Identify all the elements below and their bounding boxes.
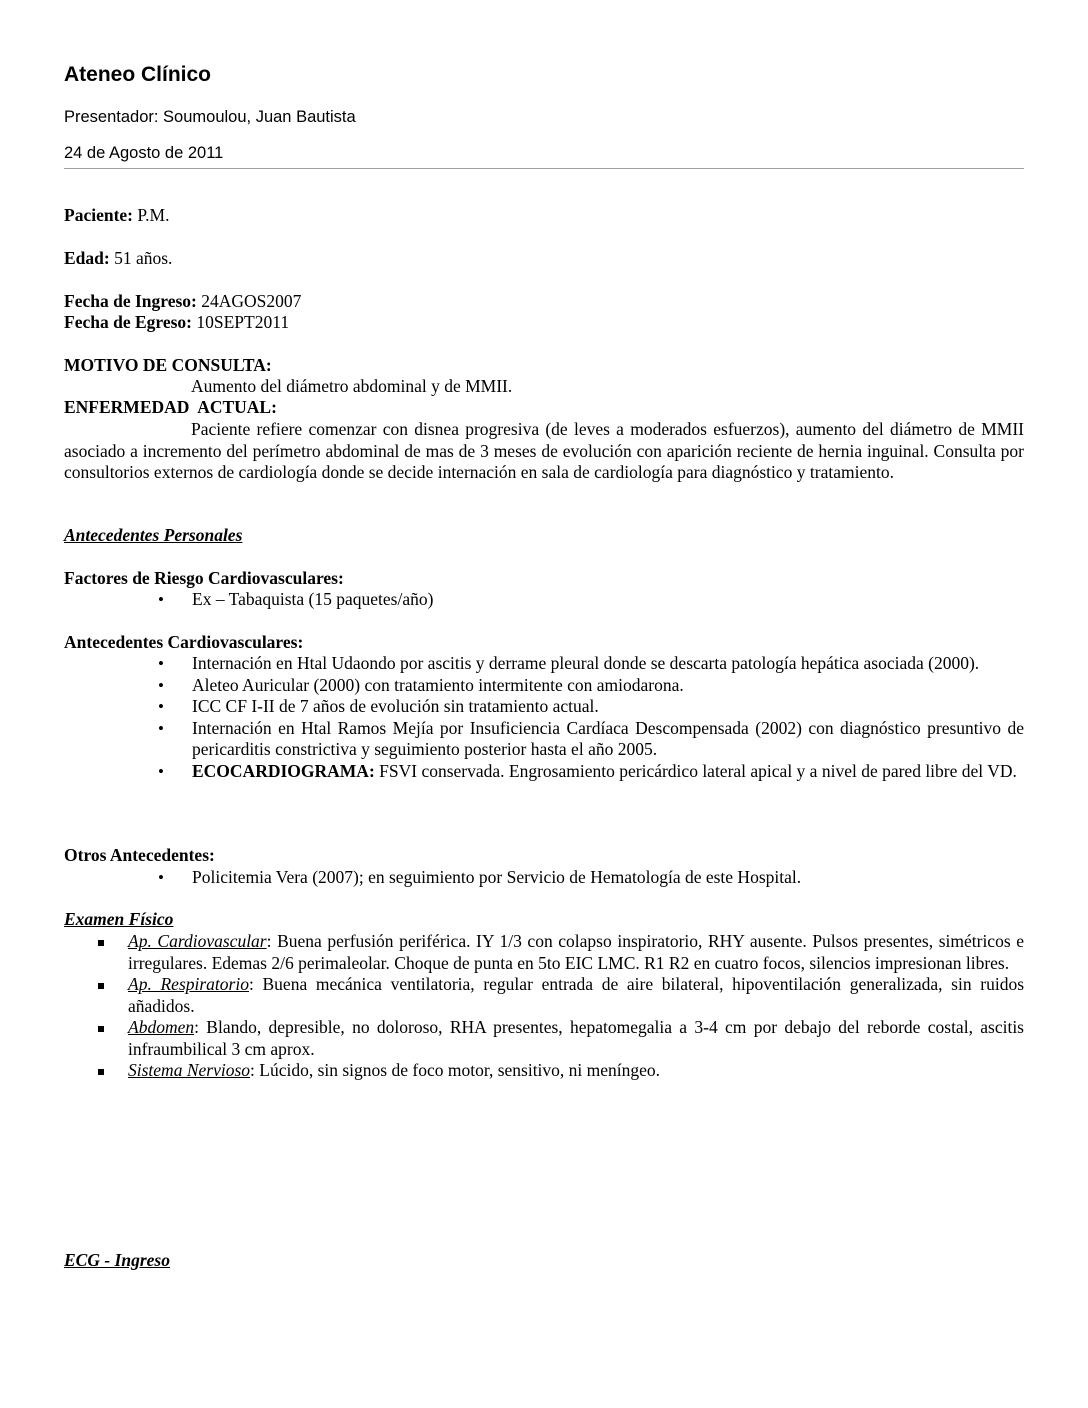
discharge-date-value: 10SEPT2011 — [192, 312, 290, 332]
discharge-date-label: Fecha de Egreso: — [64, 312, 192, 332]
echo-label: ECOCARDIOGRAMA: — [192, 760, 375, 781]
bullet-icon: • — [158, 697, 164, 716]
square-bullet-icon — [98, 940, 104, 946]
list-item — [64, 974, 1024, 1017]
list-item — [64, 931, 1024, 974]
list-item: • Ex – Tabaquista (15 paquetes/año) — [158, 589, 434, 609]
square-bullet-icon — [98, 983, 104, 989]
exam-item-label: Sistema Nervioso — [128, 1060, 251, 1080]
echo-text: FSVI conservada. Engrosamiento pericárdico lateral apical y a nivel de pared libre del VD. — [374, 760, 1017, 781]
square-bullet-icon — [98, 1069, 104, 1075]
patient-age-label: Edad: — [64, 248, 110, 268]
discharge-date-line — [64, 312, 1024, 334]
patient-age-line — [64, 248, 1024, 270]
list-item: • Policitemia Vera (2007); en seguimiento por Servicio de Hematología de este Hospital. — [158, 867, 802, 887]
patient-name-value: P.M. — [133, 205, 170, 225]
admission-date-value: 24AGOS2007 — [196, 291, 302, 311]
bullet-icon: • — [158, 675, 164, 695]
patient-name-label: Paciente: — [64, 205, 133, 225]
cardio-history-list — [64, 653, 1024, 782]
admission-date-line — [64, 291, 1024, 313]
list-item — [64, 761, 1024, 783]
admission-date-label: Fecha de Ingreso: — [64, 291, 197, 311]
risk-factors-heading — [64, 568, 1024, 590]
risk-factors-label: Factores de Riesgo Cardiovasculares: — [64, 568, 344, 588]
bullet-icon: • — [158, 761, 164, 781]
bullet-icon: • — [158, 654, 164, 673]
list-item — [64, 1060, 1024, 1082]
list-item: • Internación en Htal Udaondo por ascitis y derrame pleural donde se descarta patología hepática asociada (2000). — [158, 653, 980, 673]
list-item: • Internación en Htal Ramos Mejía por Insuficiencia Cardíaca Descompensada (2002) con diagnóstico presuntivo de pericarditis constrictiva y seguimiento posterior hasta el año 2005. — [158, 717, 1024, 759]
date-line: 24 de Agosto de 2011 — [64, 144, 224, 162]
exam-item-text: : Buena perfusión periférica. IY 1/3 con colapso inspiratorio, RHY ausente. Pulsos presentes, simétricos e irregulares. Edemas 2/6 perimaleolar. Choque de punta en 5to EIC LMC. R1 R2 en cuatro focos, silencios impresionan libres. — [128, 931, 1024, 973]
exam-item-label: Ap. Cardiovascular — [128, 931, 267, 951]
risk-factors-list — [64, 589, 1024, 611]
ecg-title: ECG - Ingreso — [64, 1250, 170, 1270]
physical-exam-title: Examen Físico — [64, 909, 174, 929]
document-title: Ateneo Clínico — [64, 63, 212, 86]
header-divider — [64, 168, 1024, 169]
consult-reason-heading — [64, 355, 1024, 377]
other-history-heading — [64, 845, 1024, 867]
personal-history-title: Antecedentes Personales — [64, 525, 243, 545]
exam-item-text: : Buena mecánica ventilatoria, regular entrada de aire bilateral, hipoventilación generalizada, sin ruidos añadidos. — [128, 974, 1025, 1016]
current-illness-text: Paciente refiere comenzar con disnea progresiva (de leves a moderados esfuerzos), aumento del diámetro de MMII asociado a incremento del perímetro abdominal de mas de 3 meses de evolución con aparición reciente de hernia inguinal. Consulta por consultorios externos de cardiología donde se decide internación en sala de cardiología para diagnóstico y tratamiento. — [64, 419, 1024, 482]
current-illness-label: ENFERMEDAD ACTUAL: — [64, 397, 277, 417]
list-item: • Aleteo Auricular (2000) con tratamiento intermitente con amiodarona. — [158, 674, 684, 695]
cardio-history-heading — [64, 632, 1024, 654]
other-history-label: Otros Antecedentes: — [64, 845, 215, 865]
exam-item-text: : Lúcido, sin signos de foco motor, sensitivo, ni meníngeo. — [250, 1060, 661, 1080]
exam-item-text: : Blando, depresible, no doloroso, RHA presentes, hepatomegalia a 3-4 cm por debajo del reborde costal, ascitis infraumbilical 3 cm aprox. — [128, 1017, 1024, 1059]
bullet-icon: • — [158, 868, 164, 887]
cardio-history-label: Antecedentes Cardiovasculares: — [64, 632, 304, 652]
exam-item-label: Ap. Respiratorio — [128, 974, 249, 994]
list-item — [64, 1017, 1024, 1060]
consult-reason-label: MOTIVO DE CONSULTA: — [64, 355, 272, 375]
exam-item-label: Abdomen — [128, 1017, 195, 1037]
square-bullet-icon — [98, 1026, 104, 1032]
presenter-line: Presentador: Soumoulou, Juan Bautista — [64, 108, 356, 126]
consult-reason-text: Aumento del diámetro abdominal y de MMII. — [191, 376, 513, 396]
physical-exam-list — [64, 931, 1024, 1082]
other-history-list — [64, 867, 1024, 889]
list-item: • ICC CF I-II de 7 años de evolución sin tratamiento actual. — [158, 696, 599, 716]
bullet-icon: • — [158, 718, 164, 738]
bullet-icon: • — [158, 590, 164, 609]
patient-age-value: 51 años. — [109, 248, 173, 268]
current-illness-heading — [64, 397, 1024, 419]
patient-name-line — [64, 205, 1024, 227]
